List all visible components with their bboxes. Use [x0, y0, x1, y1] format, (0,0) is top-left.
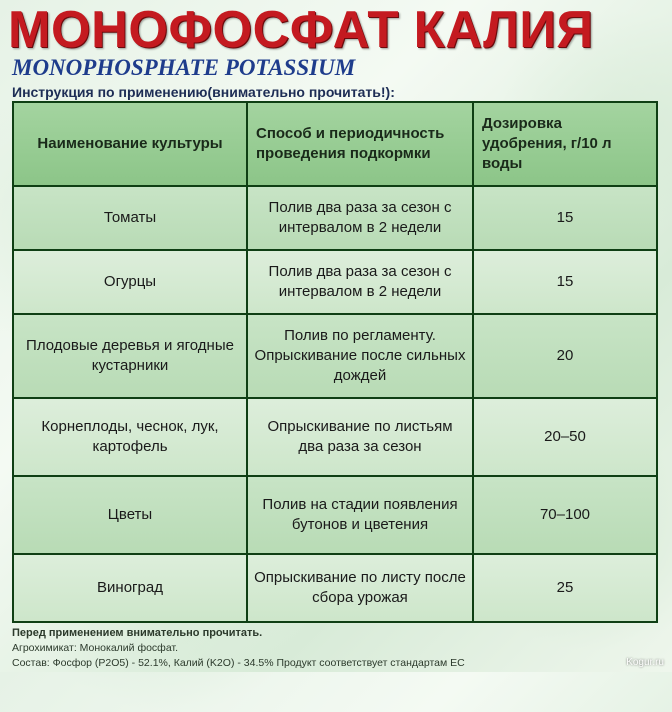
cell-crop: Цветы: [13, 476, 247, 554]
table-row: [13, 314, 657, 398]
cell-crop: Плодовые деревья и ягодные кустарники: [13, 314, 247, 398]
title-english: MONOPHOSPHATE POTASSIUM: [12, 55, 356, 80]
header-dose: Дозировка удобрения, г/10 л воды: [473, 102, 657, 186]
table-header-row: [13, 102, 657, 186]
cell-method: Полив по регламенту. Опрыскивание после сильных дождей: [247, 314, 473, 398]
dosage-table: [12, 101, 658, 623]
footer-agrochemical: Агрохимикат: Монокалий фосфат.: [12, 642, 178, 654]
table-row: [13, 398, 657, 476]
cell-dose: 20–50: [473, 398, 657, 476]
footer-notes: [12, 626, 662, 671]
cell-dose: 20: [473, 314, 657, 398]
table-row: [13, 476, 657, 554]
watermark-text: Kogur.ru: [626, 657, 664, 668]
cell-dose: 15: [473, 250, 657, 314]
cell-dose: 25: [473, 554, 657, 622]
header-crop: Наименование культуры: [13, 102, 247, 186]
table-row: [13, 554, 657, 622]
cell-method: Опрыскивание по листу после сбора урожая: [247, 554, 473, 622]
cell-dose: 15: [473, 186, 657, 250]
cell-crop: Огурцы: [13, 250, 247, 314]
instruction-heading: Инструкция по применению(внимательно прочитать!):: [12, 84, 395, 100]
cell-crop: Томаты: [13, 186, 247, 250]
cell-crop: Корнеплоды, чеснок, лук, картофель: [13, 398, 247, 476]
cell-method: Опрыскивание по листьям два раза за сезон: [247, 398, 473, 476]
cell-method: Полив на стадии появления бутонов и цветения: [247, 476, 473, 554]
cell-method: Полив два раза за сезон с интервалом в 2 недели: [247, 186, 473, 250]
footer-warning: Перед применением внимательно прочитать.: [12, 627, 263, 639]
table-row: [13, 250, 657, 314]
title-russian: МОНОФОСФАТ КАЛИЯ: [8, 1, 594, 59]
cell-dose: 70–100: [473, 476, 657, 554]
footer-composition: Состав: Фосфор (P2O5) - 52.1%, Калий (K2O) - 34.5% Продукт соответствует стандартам ЕС: [12, 657, 465, 669]
header-method: Способ и периодичность проведения подкормки: [247, 102, 473, 186]
cell-crop: Виноград: [13, 554, 247, 622]
cell-method: Полив два раза за сезон с интервалом в 2 недели: [247, 250, 473, 314]
table-row: [13, 186, 657, 250]
